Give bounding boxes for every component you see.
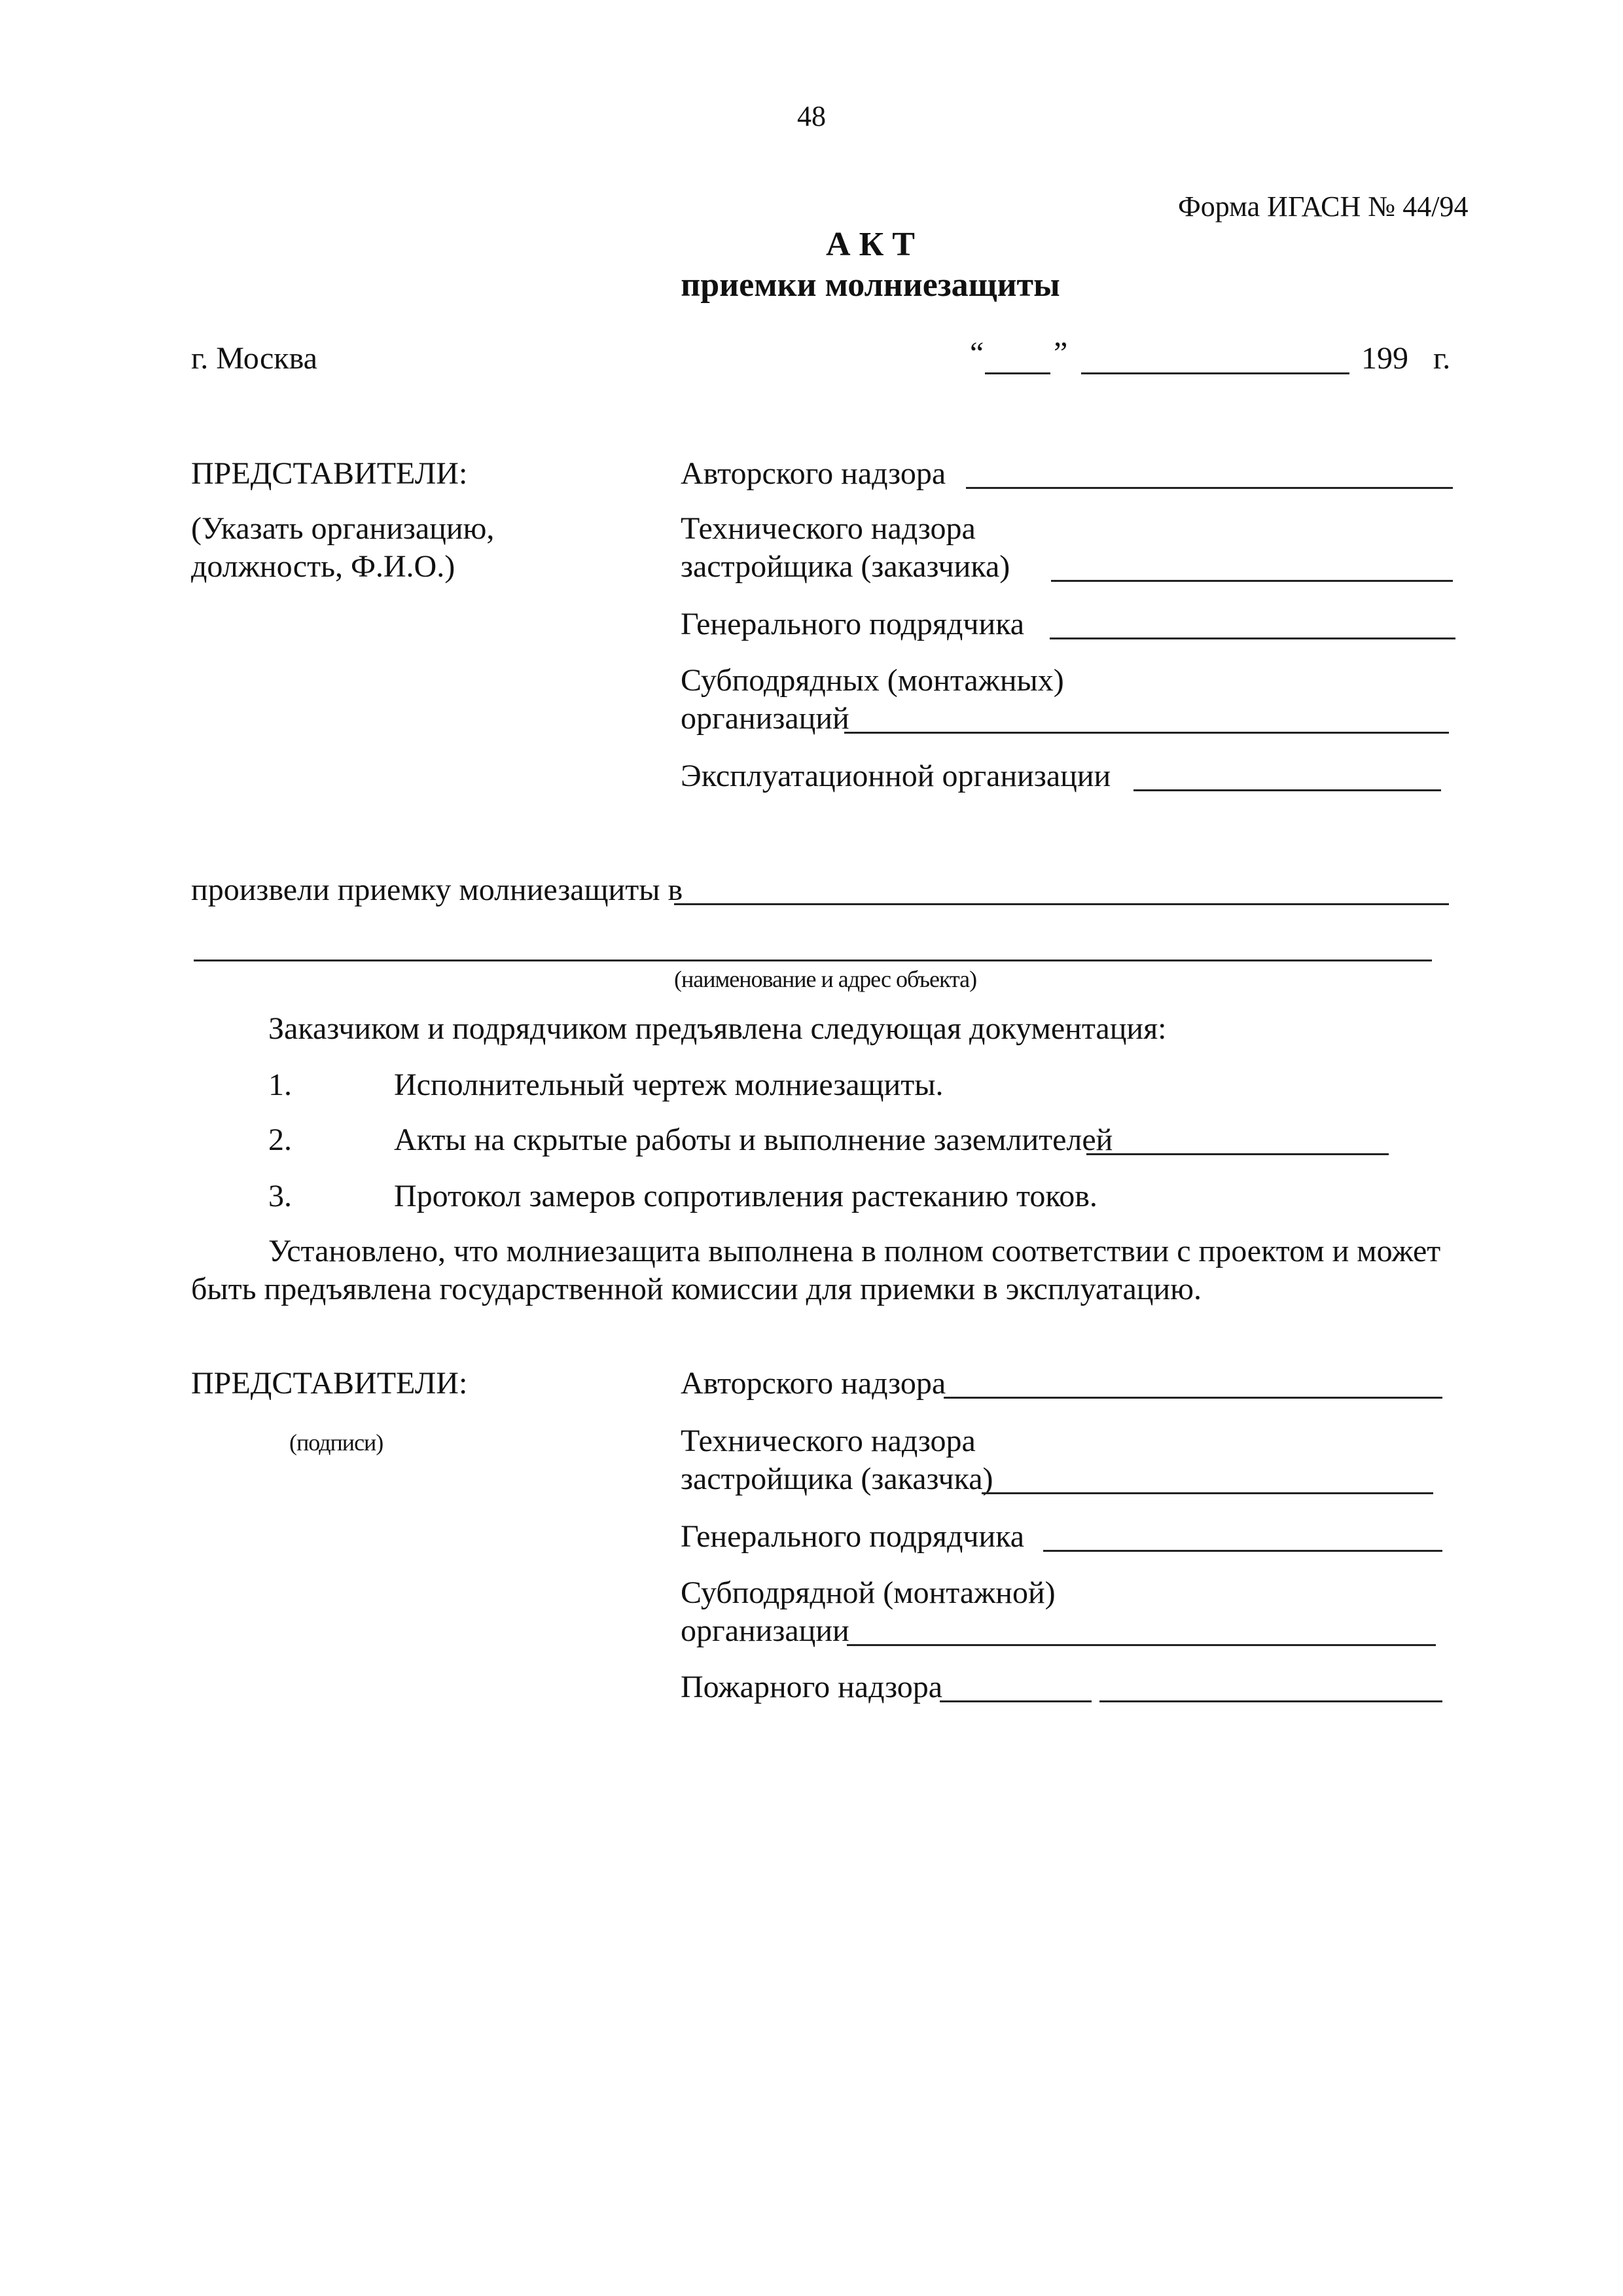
fire-name-field[interactable]	[1099, 1700, 1442, 1702]
signatories-heading: ПРЕДСТАВИТЕЛИ:	[191, 1366, 468, 1401]
sub-signature-field[interactable]	[847, 1644, 1436, 1646]
field-label-exploit: Эксплуатационной организации	[681, 759, 1111, 793]
accepted-text: произвели приемку молниезащиты в	[191, 872, 683, 907]
tech-signature-field[interactable]	[982, 1492, 1433, 1494]
field-label-tech-line1: Технического надзора	[681, 511, 976, 546]
fire-signature-field[interactable]	[940, 1700, 1092, 1702]
signature-label-sub-line2: организации	[681, 1613, 849, 1648]
earthing-acts-field[interactable]	[1086, 1153, 1389, 1155]
field-label-sub-line2: организаций	[681, 701, 849, 736]
documentation-intro: Заказчиком и подрядчиком предъявлена следующая документация:	[268, 1011, 1167, 1046]
year-suffix: г.	[1433, 341, 1451, 376]
document-item-number: 3.	[268, 1179, 292, 1213]
signature-label-tech-line2: застройщика (заказчка)	[681, 1462, 993, 1496]
form-code: Форма ИГАСН № 44/94	[1178, 190, 1469, 223]
tech-field[interactable]	[1051, 580, 1453, 582]
document-title: А К Т	[826, 226, 915, 263]
date-close-quote: ”	[1054, 336, 1068, 370]
field-label-sub-line1: Субподрядных (монтажных)	[681, 663, 1064, 698]
author-field[interactable]	[966, 487, 1453, 489]
field-label-general: Генерального подрядчика	[681, 607, 1025, 641]
signature-label-tech-line1: Технического надзора	[681, 1424, 976, 1458]
signature-label-fire: Пожарного надзора	[681, 1670, 943, 1704]
date-open-quote: “	[970, 336, 984, 370]
day-field[interactable]	[985, 372, 1050, 374]
document-item-text: Исполнительный чертеж молниезащиты.	[394, 1067, 944, 1102]
object-field[interactable]	[674, 903, 1449, 905]
representatives-note-line1: (Указать организацию,	[191, 511, 495, 546]
representatives-heading: ПРЕДСТАВИТЕЛИ:	[191, 456, 468, 491]
month-field[interactable]	[1081, 372, 1349, 374]
sub-field[interactable]	[844, 732, 1449, 734]
signature-label-general: Генерального подрядчика	[681, 1519, 1025, 1554]
document-item-number: 1.	[268, 1067, 292, 1102]
object-field-line2[interactable]	[194, 960, 1432, 961]
conclusion-line1: Установлено, что молниезащита выполнена в полном соответствии с проектом и может	[268, 1234, 1441, 1268]
year-prefix: 199	[1361, 341, 1408, 376]
document-subtitle: приемки молниезащиты	[681, 266, 1060, 304]
city: г. Москва	[191, 341, 317, 376]
document-item-text: Акты на скрытые работы и выполнение заземлителей	[394, 1122, 1113, 1157]
exploit-field[interactable]	[1133, 789, 1441, 791]
document-item-text: Протокол замеров сопротивления растеканию токов.	[394, 1179, 1097, 1213]
page-number: 48	[797, 100, 826, 132]
signatures-note: (подписи)	[289, 1429, 383, 1456]
general-signature-field[interactable]	[1043, 1550, 1442, 1552]
signature-label-sub-line1: Субподрядной (монтажной)	[681, 1575, 1056, 1610]
representatives-note-line2: должность, Ф.И.О.)	[191, 549, 455, 584]
document-item-number: 2.	[268, 1122, 292, 1157]
conclusion-line2: быть предъявлена государственной комиссии для приемки в эксплуатацию.	[191, 1272, 1202, 1306]
object-caption: (наименование и адрес объекта)	[674, 966, 977, 992]
field-label-tech-line2: застройщика (заказчика)	[681, 549, 1010, 584]
general-field[interactable]	[1050, 637, 1455, 639]
author-signature-field[interactable]	[944, 1397, 1442, 1399]
signature-label-author: Авторского надзора	[681, 1366, 946, 1401]
field-label-author: Авторского надзора	[681, 456, 946, 491]
